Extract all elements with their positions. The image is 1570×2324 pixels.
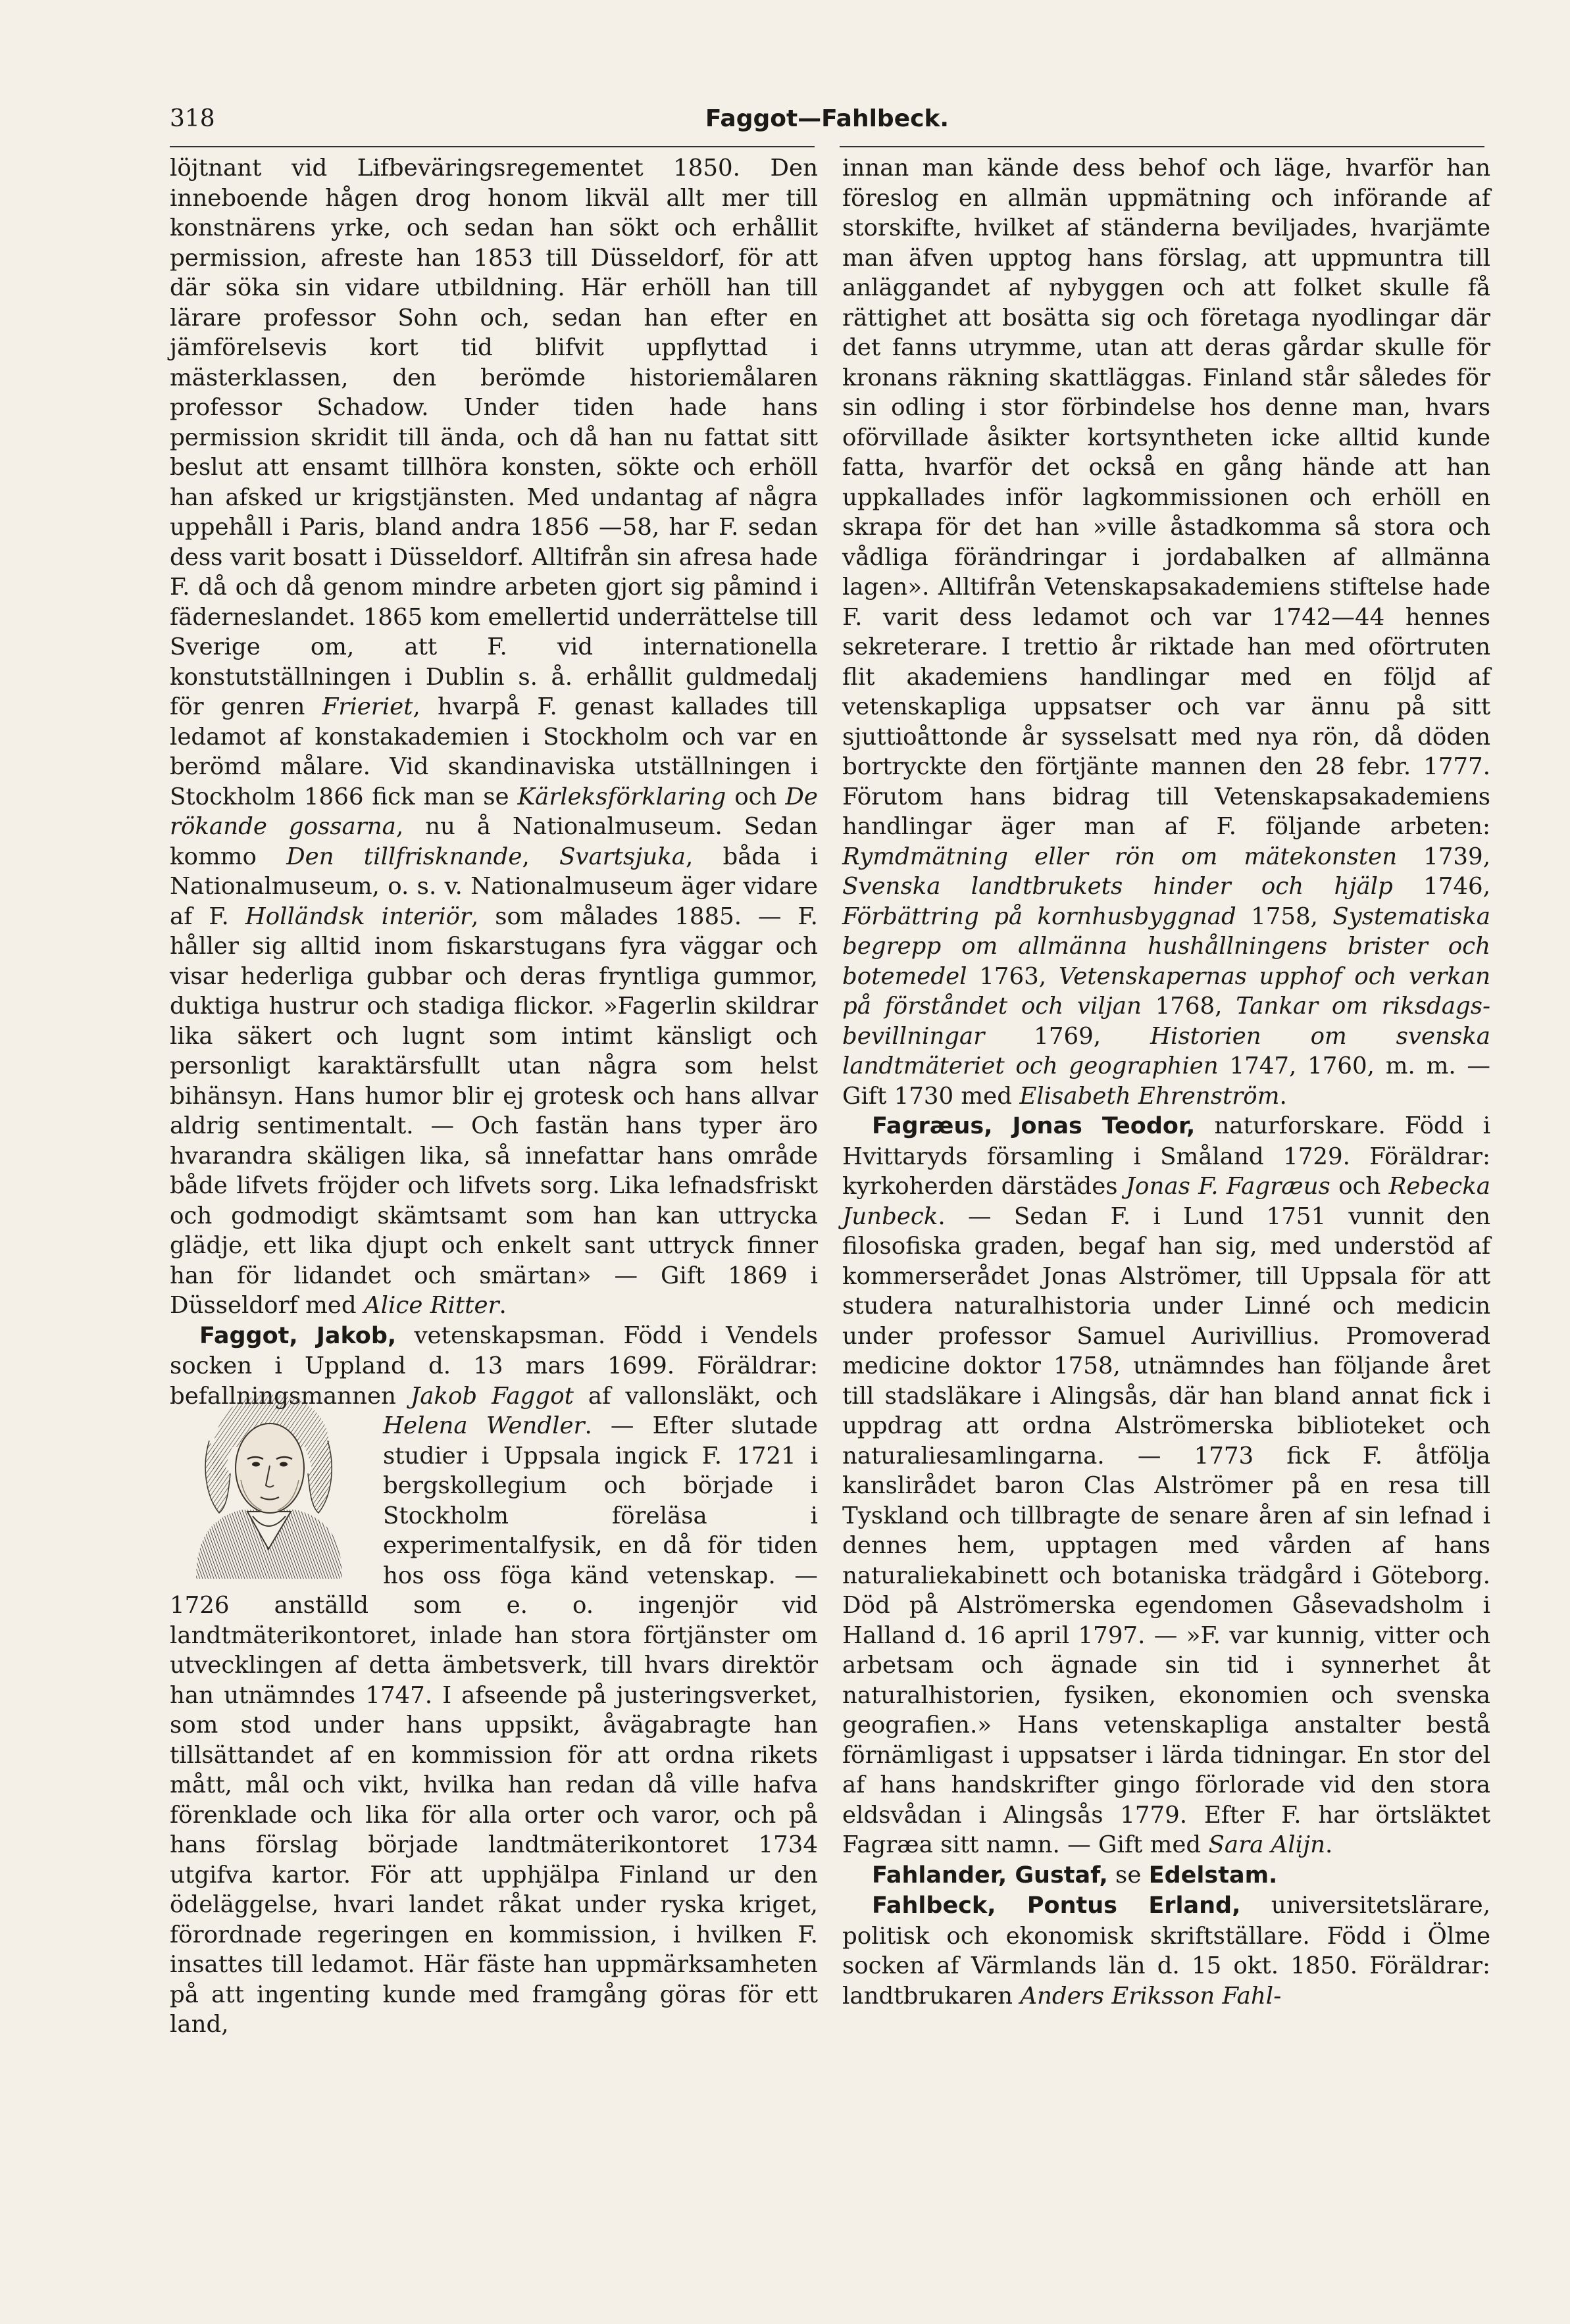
left-column bbox=[170, 153, 818, 2040]
cross-reference-edelstam[interactable]: Edelstam. bbox=[1148, 1862, 1278, 1889]
faggot-continuation: innan man kände dess behof och läge, hvarför han föreslog en allmän uppmätning och införande af storskifte, hvilket af ständerna beviljades, hvarjämte man äfven upptog hans förslag, att uppmuntra till anläggandet af nybyggen och att folket skulle få rättighet att bosätta sig och företaga nyodlingar där det fanns utrymme, utan att deras gårdar skulle för kronans räkning skattläggas. Finland står således för sin odling i stor förbindelse hos denne man, hvars oförvillade åsikter kortsyntheten icke alltid kunde fatta, hvarför det också en gång hände att han uppkallades inför lagkommissionen och erhöll en skrapa för det han »ville åstadkomma så stora och vådliga förändringar i jordabalken af allmänna lagen». Alltifrån Vetenskapsakademiens stiftelse hade F. varit dess ledamot och var 1742—44 hennes sekreterare. I trettio år riktade han med oförtruten flit akademiens handlingar med en följd af vetenskapliga uppsatser och var ännu på sitt sjuttioåttonde år sysselsatt med nya rön, då döden bortryckte den förtjänte mannen den 28 febr. 1777. Förutom hans bidrag till Vetenskapsakademiens handlingar äger man af F. följande arbeten: Rymdmätning eller rön om mätekonsten 1739, Svenska landtbrukets hinder och hjälp 1746, Förbättring på kornhusbyggnad 1758, Systematiska begrepp om allmänna hushållningens brister och botemedel 1763, Vetenskapernas upphof och verkan på förståndet och viljan 1768, Tankar om riksdags-bevillningar 1769, Historien om svenska landtmäteriet och geographien 1747, 1760, m. m. — Gift 1730 med Elisabeth Ehrenström. bbox=[842, 155, 1491, 1110]
headword-fahlander: Fahlander, Gustaf, bbox=[872, 1862, 1108, 1889]
entry-faggot-jakob: Faggot, Jakob, vetenskapsman. Född i Vendels socken i Uppland d. 13 mars 1699. Föräldrar: befallningsmannen Jakob Faggot af vallonsläkt, och Helena Wendler. — Efter slutade studier i Uppsala ingick F. 1721 i bergskollegium och började i Stockholm föreläsa i experimentalfysik, en då för tiden hos oss föga känd vetenskap. — 1726 anställd som e. o. ingenjör vid landtmäterikontoret, inlade han stora förtjänster om utvecklingen af detta ämbetsverk, till hvars direktör han utnämndes 1747. I afseende på justeringsverket, som stod under hans uppsikt, åvägabragte han tillsättandet af en kommission för att ordna rikets mått, mål och vikt, hvilka han redan då ville hafva förenklade och lika för alla orter och varor, och på hans förslag började landtmäterikontoret 1734 utgifva kartor. För att upphjälpa Finland ur den ödeläggelse, hvari landet råkat under ryska kriget, förordnade regeringen en kommission, i hvilken F. insattes till ledamot. Här fäste han uppmärksamheten på att ingenting kunde med framgång göras för ett land, bbox=[170, 1322, 818, 2038]
right-column bbox=[842, 153, 1490, 2011]
entry-fahlander-gustaf: Fahlander, Gustaf, se Edelstam. bbox=[872, 1861, 1278, 1889]
header-rule-right bbox=[840, 146, 1484, 147]
header-rule-left bbox=[170, 146, 815, 147]
running-title: Faggot—Fahlbeck. bbox=[705, 105, 950, 132]
headword-fahlbeck: Fahlbeck, Pontus Erland, bbox=[872, 1892, 1241, 1919]
entry-fagraeus-jonas-teodor: Fagræus, Jonas Teodor, naturforskare. Född i Hvittaryds församling i Småland 1729. Föräldrar: kyrkoherden därstädes Jonas F. Fagræus och Rebecka Junbeck. — Sedan F. i Lund 1751 vunnit den filosofiska graden, begaf han sig, med understöd af kommerserådet Jonas Alströmer, till Uppsala för att studera naturalhistoria under Linné och medicin under professor Samuel Aurivillius. Promoverad medicine doktor 1758, utnämndes han följande året till stadsläkare i Alingsås, där han bland annat fick i uppdrag att ordna Alströmerska biblioteket och naturaliesamlingarna. — 1773 fick F. åtfölja kanslirådet baron Clas Alströmer på en resa till Tyskland och tillbragte de senare åren af sin lefnad i dennes hem, upptagen med vården af hans naturaliekabinett och botaniska trädgård i Göteborg. Död på Alströmerska egendomen Gåsevadsholm i Halland d. 16 april 1797. — »F. var kunnig, vitter och arbetsam och ägnade sin tid i synnerhet åt naturalhistorien, fysiken, ekonomien och svenska geografien.» Hans vetenskapliga anstalter bestå förnämligast i uppsatser i lärda tidningar. En stor del af hans handskrifter gingo förlorade vid den stora eldsvådan i Alingsås 1779. Efter F. har örtsläktet Fagræa sitt namn. — Gift med Sara Alijn. bbox=[842, 1112, 1490, 1858]
portrait-image bbox=[170, 1381, 368, 1579]
fagerlin-continuation: löjtnant vid Lifbeväringsregementet 1850. Den inneboende hågen drog honom likväl allt mer till konstnärens yrke, och sedan han sökt och erhållit permission, afreste han 1853 till Düsseldorf, för att där söka sin vidare utbildning. Här erhöll han till lärare professor Sohn och, sedan han efter en jämförelsevis kort tid blifvit uppflyttad i mästerklassen, den berömde historiemålaren professor Schadow. Under tiden hade hans permission skridit till ända, och då han nu fattat sitt beslut att ensamt tillhöra konsten, sökte och erhöll han afsked ur krigstjänsten. Med undantag af några uppehåll i Paris, bland andra 1856 —58, har F. sedan dess varit bosatt i Düsseldorf. Alltifrån sin afresa hade F. då och då genom mindre arbeten gjort sig påmind i fäderneslandet. 1865 kom emellertid underrättelse till Sverige om, att F. vid internationella konstutställningen i Dublin s. å. erhållit guldmedalj för genren Frieriet, hvarpå F. genast kallades till ledamot af konstakademien i Stockholm och var en berömd målare. Vid skandinaviska utställningen i Stockholm 1866 fick man se Kärleksförklaring och De rökande gossarna, nu å Nationalmuseum. Sedan kommo Den tillfrisknande, Svartsjuka, båda i Nationalmuseum, o. s. v. Nationalmuseum äger vidare af F. Holländsk interiör, som målades 1885. — F. håller sig alltid inom fiskarstugans fyra väggar och visar hederliga gubbar och deras fryntliga gummor, duktiga hustrur och stadiga flickor. »Fagerlin skildrar lika säkert och lugnt som intimt känsligt och personligt karaktärsfullt utan några som helst bihänsyn. Hans humor blir ej grotesk och hans allvar aldrig sentimentalt. — Och fastän hans typer äro hvarandra skäligen lika, så innefattar hans område både lifvets fröjder och lifvets sorg. Lika lefnadsfriskt och godmodigt skämtsamt som han kan uttrycka glädje, ett lika djupt och enkelt sant uttryck finner han för lidandet och smärtan» — Gift 1869 i Düsseldorf med Alice Ritter. bbox=[170, 155, 819, 1319]
portrait-icon bbox=[170, 1381, 368, 1579]
page-number: 318 bbox=[170, 105, 215, 132]
entry-fahlbeck-pontus-erland: Fahlbeck, Pontus Erland, universitetslärare, politisk och ekonomisk skriftställare. Född i Ölme socken af Värmlands län d. 15 okt. 1850. Föräldrar: landtbrukaren Anders Eriksson Fahl- bbox=[842, 1892, 1490, 2010]
page-header bbox=[170, 105, 1484, 142]
headword-faggot: Faggot, Jakob, bbox=[199, 1322, 397, 1349]
headword-fagraeus: Fagræus, Jonas Teodor, bbox=[872, 1113, 1196, 1139]
